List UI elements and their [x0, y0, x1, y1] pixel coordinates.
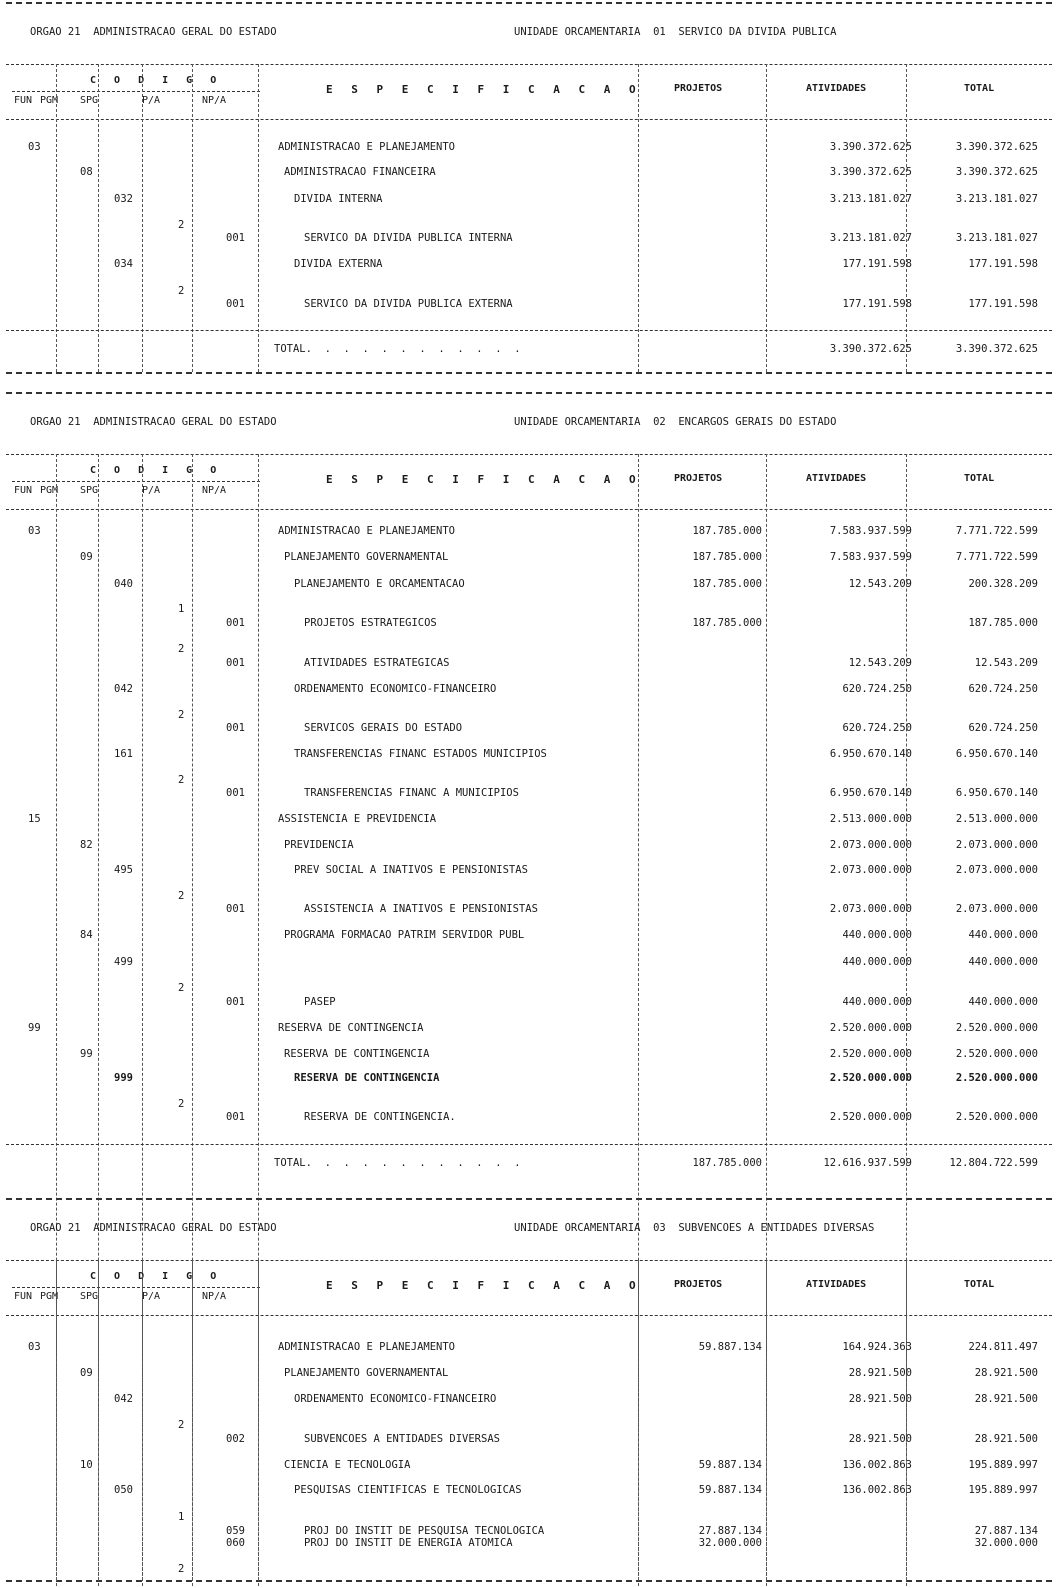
projetos-value: 187.785.000: [692, 525, 762, 537]
total-value: 187.785.000: [968, 617, 1038, 629]
total-value: 440.000.000: [968, 929, 1038, 941]
code-pa: 2: [178, 1419, 185, 1431]
codigo-header: C O D I G O: [90, 1271, 223, 1282]
total-value: 440.000.000: [968, 996, 1038, 1008]
atividades-value: 6.950.670.140: [829, 787, 912, 799]
total-value: 2.520.000.000: [955, 1111, 1038, 1123]
code-fun: 03: [28, 141, 41, 153]
total-row: [6, 330, 1052, 371]
table-row: [6, 1562, 1052, 1576]
col-header-fun: FUN: [14, 1291, 33, 1302]
atividades-value: 2.520.000.000: [829, 1072, 912, 1084]
code-spg: 042: [114, 683, 133, 695]
code-pgm: 84: [80, 929, 93, 941]
col-header-atividades: ATIVIDADES: [806, 473, 867, 484]
code-spg: 032: [114, 193, 133, 205]
atividades-value: 12.543.209: [848, 657, 912, 669]
atividades-value: 136.002.863: [842, 1484, 912, 1496]
table-row: [6, 889, 1052, 903]
total-value: 27.887.134: [974, 1525, 1038, 1537]
col-header-projetos: PROJETOS: [674, 473, 723, 484]
code-spg: 040: [114, 578, 133, 590]
atividades-value: 177.191.598: [842, 258, 912, 270]
total-value: 2.520.000.000: [955, 1072, 1038, 1084]
table-row: [6, 773, 1052, 787]
code-pa: 2: [178, 982, 185, 994]
table-row: [6, 231, 1052, 245]
table-row: [6, 1392, 1052, 1406]
especificacao-cell: ADMINISTRACAO E PLANEJAMENTO: [278, 525, 456, 537]
especificacao-cell: SUBVENCOES A ENTIDADES DIVERSAS: [304, 1433, 500, 1445]
especificacao-cell: DIVIDA EXTERNA: [294, 258, 383, 270]
especificacao-cell: ADMINISTRACAO E PLANEJAMENTO: [278, 1341, 456, 1353]
atividades-value: 2.520.000.000: [829, 1022, 912, 1034]
especificacao-cell: SERVICO DA DIVIDA PUBLICA EXTERNA: [304, 298, 513, 310]
total-value: 3.213.181.027: [955, 232, 1038, 244]
table-row: [6, 1097, 1052, 1111]
atividades-value: 2.073.000.000: [829, 839, 912, 851]
atividades-value: 440.000.000: [842, 929, 912, 941]
table-row: [6, 165, 1052, 179]
code-pa: 2: [178, 1563, 185, 1575]
code-spg: 999: [114, 1072, 133, 1084]
table-row: [6, 902, 1052, 916]
atividades-value: 136.002.863: [842, 1459, 912, 1471]
code-npa: 002: [226, 1433, 245, 1445]
total-value: 6.950.670.140: [955, 787, 1038, 799]
code-pgm: 09: [80, 551, 93, 563]
code-pa: 2: [178, 285, 185, 297]
atividades-value: 440.000.000: [842, 996, 912, 1008]
table-row: [6, 297, 1052, 311]
code-pgm: 82: [80, 839, 93, 851]
atividades-value: 6.950.670.140: [829, 748, 912, 760]
atividades-value: 3.390.372.625: [829, 141, 912, 153]
projetos-value: 27.887.134: [698, 1525, 762, 1537]
total-value: 2.073.000.000: [955, 864, 1038, 876]
col-header-spg: SPG: [80, 1291, 99, 1302]
col-header-especificacao: E S P E C I F I C A C A O: [326, 83, 642, 96]
total-value: 3.213.181.027: [955, 193, 1038, 205]
code-npa: 001: [226, 787, 245, 799]
code-pa: 2: [178, 709, 185, 721]
total-value: 28.921.500: [974, 1367, 1038, 1379]
code-spg: 042: [114, 1393, 133, 1405]
table-row: [6, 995, 1052, 1009]
codigo-header: C O D I G O: [90, 75, 223, 86]
table-row: [6, 192, 1052, 206]
code-pa: 2: [178, 643, 185, 655]
col-header-pgm: PGM: [40, 1291, 59, 1302]
especificacao-cell: ORDENAMENTO ECONOMICO-FINANCEIRO: [294, 1393, 497, 1405]
unidade-label: UNIDADE ORCAMENTARIA 01 SERVICO DA DIVIDA PUBLICA: [514, 26, 837, 38]
code-pa: 2: [178, 1098, 185, 1110]
total-value: 177.191.598: [968, 298, 1038, 310]
especificacao-cell: PROJ DO INSTIT DE ENERGIA ATOMICA: [304, 1537, 513, 1549]
col-header-spg: SPG: [80, 485, 99, 496]
col-header-atividades: ATIVIDADES: [806, 83, 867, 94]
col-header-especificacao: E S P E C I F I C A C A O: [326, 473, 642, 486]
code-pgm: 09: [80, 1367, 93, 1379]
table-row: [6, 140, 1052, 154]
projetos-value: 59.887.134: [698, 1341, 762, 1353]
table-row: [6, 786, 1052, 800]
especificacao-cell: PLANEJAMENTO E ORCAMENTACAO: [294, 578, 465, 590]
atividades-value: 7.583.937.599: [829, 525, 912, 537]
code-npa: 001: [226, 903, 245, 915]
col-header-pa: P/A: [142, 1291, 161, 1302]
code-pa: 1: [178, 603, 185, 615]
col-header-spg: SPG: [80, 95, 99, 106]
total-value: 32.000.000: [974, 1537, 1038, 1549]
especificacao-cell: TRANSFERENCIAS FINANC ESTADOS MUNICIPIOS: [294, 748, 547, 760]
total-value: 200.328.209: [968, 578, 1038, 590]
projetos-value: 59.887.134: [698, 1459, 762, 1471]
col-header-total: TOTAL: [964, 1279, 995, 1290]
table-row: [6, 747, 1052, 761]
table-row: [6, 721, 1052, 735]
code-spg: 034: [114, 258, 133, 270]
col-header-pgm: PGM: [40, 95, 59, 106]
especificacao-cell: ASSISTENCIA E PREVIDENCIA: [278, 813, 437, 825]
atividades-value: 3.213.181.027: [829, 232, 912, 244]
code-pa: 2: [178, 890, 185, 902]
orgao-label: ORGAO 21 ADMINISTRACAO GERAL DO ESTADO: [30, 416, 277, 428]
total-value: 2.073.000.000: [955, 903, 1038, 915]
especificacao-cell: RESERVA DE CONTINGENCIA: [284, 1048, 430, 1060]
especificacao-cell: RESERVA DE CONTINGENCIA: [278, 1022, 424, 1034]
total-row: [6, 1144, 1052, 1185]
section-rows: [6, 1200, 1052, 1586]
code-fun: 99: [28, 1022, 41, 1034]
especificacao-cell: ATIVIDADES ESTRATEGICAS: [304, 657, 450, 669]
code-npa: 001: [226, 298, 245, 310]
total-value: 177.191.598: [968, 258, 1038, 270]
code-fun: 15: [28, 813, 41, 825]
table-row: [6, 1047, 1052, 1061]
atividades-value: 440.000.000: [842, 956, 912, 968]
total-value: 6.950.670.140: [955, 748, 1038, 760]
atividades-value: 28.921.500: [848, 1433, 912, 1445]
code-npa: 060: [226, 1537, 245, 1549]
col-header-npa: NP/A: [202, 1291, 227, 1302]
table-row: [6, 981, 1052, 995]
col-header-pa: P/A: [142, 95, 161, 106]
col-header-total: TOTAL: [964, 473, 995, 484]
col-header-atividades: ATIVIDADES: [806, 1279, 867, 1290]
especificacao-cell: SERVICOS GERAIS DO ESTADO: [304, 722, 463, 734]
table-row: [6, 1536, 1052, 1550]
table-row: [6, 656, 1052, 670]
projetos-value: 59.887.134: [698, 1484, 762, 1496]
total-value: 195.889.997: [968, 1484, 1038, 1496]
code-spg: 499: [114, 956, 133, 968]
table-row: [6, 928, 1052, 942]
code-fun: 03: [28, 525, 41, 537]
table-row: [6, 1418, 1052, 1432]
table-row: [6, 708, 1052, 722]
code-pgm: 99: [80, 1048, 93, 1060]
table-row: [6, 577, 1052, 591]
total-total: 12.804.722.599: [949, 1157, 1038, 1169]
table-row: [6, 1432, 1052, 1446]
code-pa: 1: [178, 1511, 185, 1523]
total-value: 224.811.497: [968, 1341, 1038, 1353]
total-value: 3.390.372.625: [955, 141, 1038, 153]
especificacao-cell: PESQUISAS CIENTIFICAS E TECNOLOGICAS: [294, 1484, 522, 1496]
col-header-npa: NP/A: [202, 95, 227, 106]
atividades-value: 2.520.000.000: [829, 1111, 912, 1123]
table-row: [6, 863, 1052, 877]
atividades-value: 3.213.181.027: [829, 193, 912, 205]
col-header-npa: NP/A: [202, 485, 227, 496]
code-npa: 001: [226, 1111, 245, 1123]
table-row: [6, 1071, 1052, 1085]
projetos-value: 187.785.000: [692, 551, 762, 563]
total-value: 440.000.000: [968, 956, 1038, 968]
col-header-especificacao: E S P E C I F I C A C A O: [326, 1279, 642, 1292]
table-row: [6, 550, 1052, 564]
atividades-value: 28.921.500: [848, 1367, 912, 1379]
projetos-value: 32.000.000: [698, 1537, 762, 1549]
code-npa: 001: [226, 232, 245, 244]
total-projetos: 187.785.000: [692, 1157, 762, 1169]
projetos-value: 187.785.000: [692, 578, 762, 590]
especificacao-cell: DIVIDA INTERNA: [294, 193, 383, 205]
table-row: [6, 682, 1052, 696]
especificacao-cell: SERVICO DA DIVIDA PUBLICA INTERNA: [304, 232, 513, 244]
total-value: 2.073.000.000: [955, 839, 1038, 851]
code-pgm: 08: [80, 166, 93, 178]
table-row: [6, 218, 1052, 232]
total-value: 12.543.209: [974, 657, 1038, 669]
code-spg: 495: [114, 864, 133, 876]
code-npa: 001: [226, 617, 245, 629]
especificacao-cell: PLANEJAMENTO GOVERNAMENTAL: [284, 551, 449, 563]
table-row: [6, 257, 1052, 271]
total-value: 3.390.372.625: [955, 166, 1038, 178]
atividades-value: 2.073.000.000: [829, 864, 912, 876]
especificacao-cell: ADMINISTRACAO E PLANEJAMENTO: [278, 141, 456, 153]
total-label: TOTAL. . . . . . . . . . . .: [274, 343, 521, 355]
table-row: [6, 616, 1052, 630]
table-row: [6, 1021, 1052, 1035]
code-npa: 059: [226, 1525, 245, 1537]
table-row: [6, 1366, 1052, 1380]
total-value: 28.921.500: [974, 1393, 1038, 1405]
table-row: [6, 1510, 1052, 1524]
unidade-label: UNIDADE ORCAMENTARIA 02 ENCARGOS GERAIS DO ESTADO: [514, 416, 837, 428]
table-row: [6, 284, 1052, 298]
table-row: [6, 955, 1052, 969]
especificacao-cell: TRANSFERENCIAS FINANC A MUNICIPIOS: [304, 787, 519, 799]
budget-section: [6, 1198, 1052, 1586]
table-row: [6, 602, 1052, 616]
atividades-value: 3.390.372.625: [829, 166, 912, 178]
code-spg: 050: [114, 1484, 133, 1496]
table-row: [6, 642, 1052, 656]
atividades-value: 2.520.000.000: [829, 1048, 912, 1060]
col-header-projetos: PROJETOS: [674, 83, 723, 94]
especificacao-cell: PROJETOS ESTRATEGICOS: [304, 617, 437, 629]
total-value: 2.520.000.000: [955, 1022, 1038, 1034]
codigo-header: C O D I G O: [90, 465, 223, 476]
especificacao-cell: PLANEJAMENTO GOVERNAMENTAL: [284, 1367, 449, 1379]
code-npa: 001: [226, 722, 245, 734]
col-header-pgm: PGM: [40, 485, 59, 496]
col-header-projetos: PROJETOS: [674, 1279, 723, 1290]
col-header-fun: FUN: [14, 485, 33, 496]
unidade-label: UNIDADE ORCAMENTARIA 03 SUBVENCOES A ENTIDADES DIVERSAS: [514, 1222, 875, 1234]
col-header-pa: P/A: [142, 485, 161, 496]
especificacao-cell: CIENCIA E TECNOLOGIA: [284, 1459, 411, 1471]
orgao-label: ORGAO 21 ADMINISTRACAO GERAL DO ESTADO: [30, 26, 277, 38]
atividades-value: 620.724.250: [842, 722, 912, 734]
especificacao-cell: PREV SOCIAL A INATIVOS E PENSIONISTAS: [294, 864, 528, 876]
code-spg: 161: [114, 748, 133, 760]
table-row: [6, 838, 1052, 852]
table-row: [6, 524, 1052, 538]
col-header-total: TOTAL: [964, 83, 995, 94]
especificacao-cell: RESERVA DE CONTINGENCIA: [294, 1072, 440, 1084]
code-npa: 001: [226, 996, 245, 1008]
total-value: 2.520.000.000: [955, 1048, 1038, 1060]
orgao-label: ORGAO 21 ADMINISTRACAO GERAL DO ESTADO: [30, 1222, 277, 1234]
table-row: [6, 1110, 1052, 1124]
total-value: 195.889.997: [968, 1459, 1038, 1471]
especificacao-cell: PASEP: [304, 996, 336, 1008]
table-row: [6, 1458, 1052, 1472]
code-fun: 03: [28, 1341, 41, 1353]
total-atividades: 12.616.937.599: [823, 1157, 912, 1169]
col-header-fun: FUN: [14, 95, 33, 106]
atividades-value: 28.921.500: [848, 1393, 912, 1405]
total-total: 3.390.372.625: [955, 343, 1038, 355]
table-row: [6, 1340, 1052, 1354]
atividades-value: 7.583.937.599: [829, 551, 912, 563]
atividades-value: 177.191.598: [842, 298, 912, 310]
code-pa: 2: [178, 774, 185, 786]
total-value: 7.771.722.599: [955, 525, 1038, 537]
code-pgm: 10: [80, 1459, 93, 1471]
atividades-value: 620.724.250: [842, 683, 912, 695]
budget-section: [6, 2, 1052, 374]
especificacao-cell: PREVIDENCIA: [284, 839, 354, 851]
table-row: [6, 812, 1052, 826]
total-value: 28.921.500: [974, 1433, 1038, 1445]
atividades-value: 2.513.000.000: [829, 813, 912, 825]
projetos-value: 187.785.000: [692, 617, 762, 629]
total-value: 7.771.722.599: [955, 551, 1038, 563]
code-pa: 2: [178, 219, 185, 231]
especificacao-cell: PROGRAMA FORMACAO PATRIM SERVIDOR PUBL: [284, 929, 525, 941]
total-value: 2.513.000.000: [955, 813, 1038, 825]
especificacao-cell: RESERVA DE CONTINGENCIA.: [304, 1111, 456, 1123]
atividades-value: 2.073.000.000: [829, 903, 912, 915]
table-row: [6, 1483, 1052, 1497]
especificacao-cell: PROJ DO INSTIT DE PESQUISA TECNOLOGICA: [304, 1525, 545, 1537]
especificacao-cell: ORDENAMENTO ECONOMICO-FINANCEIRO: [294, 683, 497, 695]
total-label: TOTAL. . . . . . . . . . . .: [274, 1157, 521, 1169]
code-npa: 001: [226, 657, 245, 669]
especificacao-cell: ADMINISTRACAO FINANCEIRA: [284, 166, 436, 178]
atividades-value: 12.543.209: [848, 578, 912, 590]
atividades-value: 164.924.363: [842, 1341, 912, 1353]
total-value: 620.724.250: [968, 683, 1038, 695]
section-rows: [6, 4, 1052, 372]
especificacao-cell: ASSISTENCIA A INATIVOS E PENSIONISTAS: [304, 903, 538, 915]
total-value: 620.724.250: [968, 722, 1038, 734]
total-atividades: 3.390.372.625: [829, 343, 912, 355]
